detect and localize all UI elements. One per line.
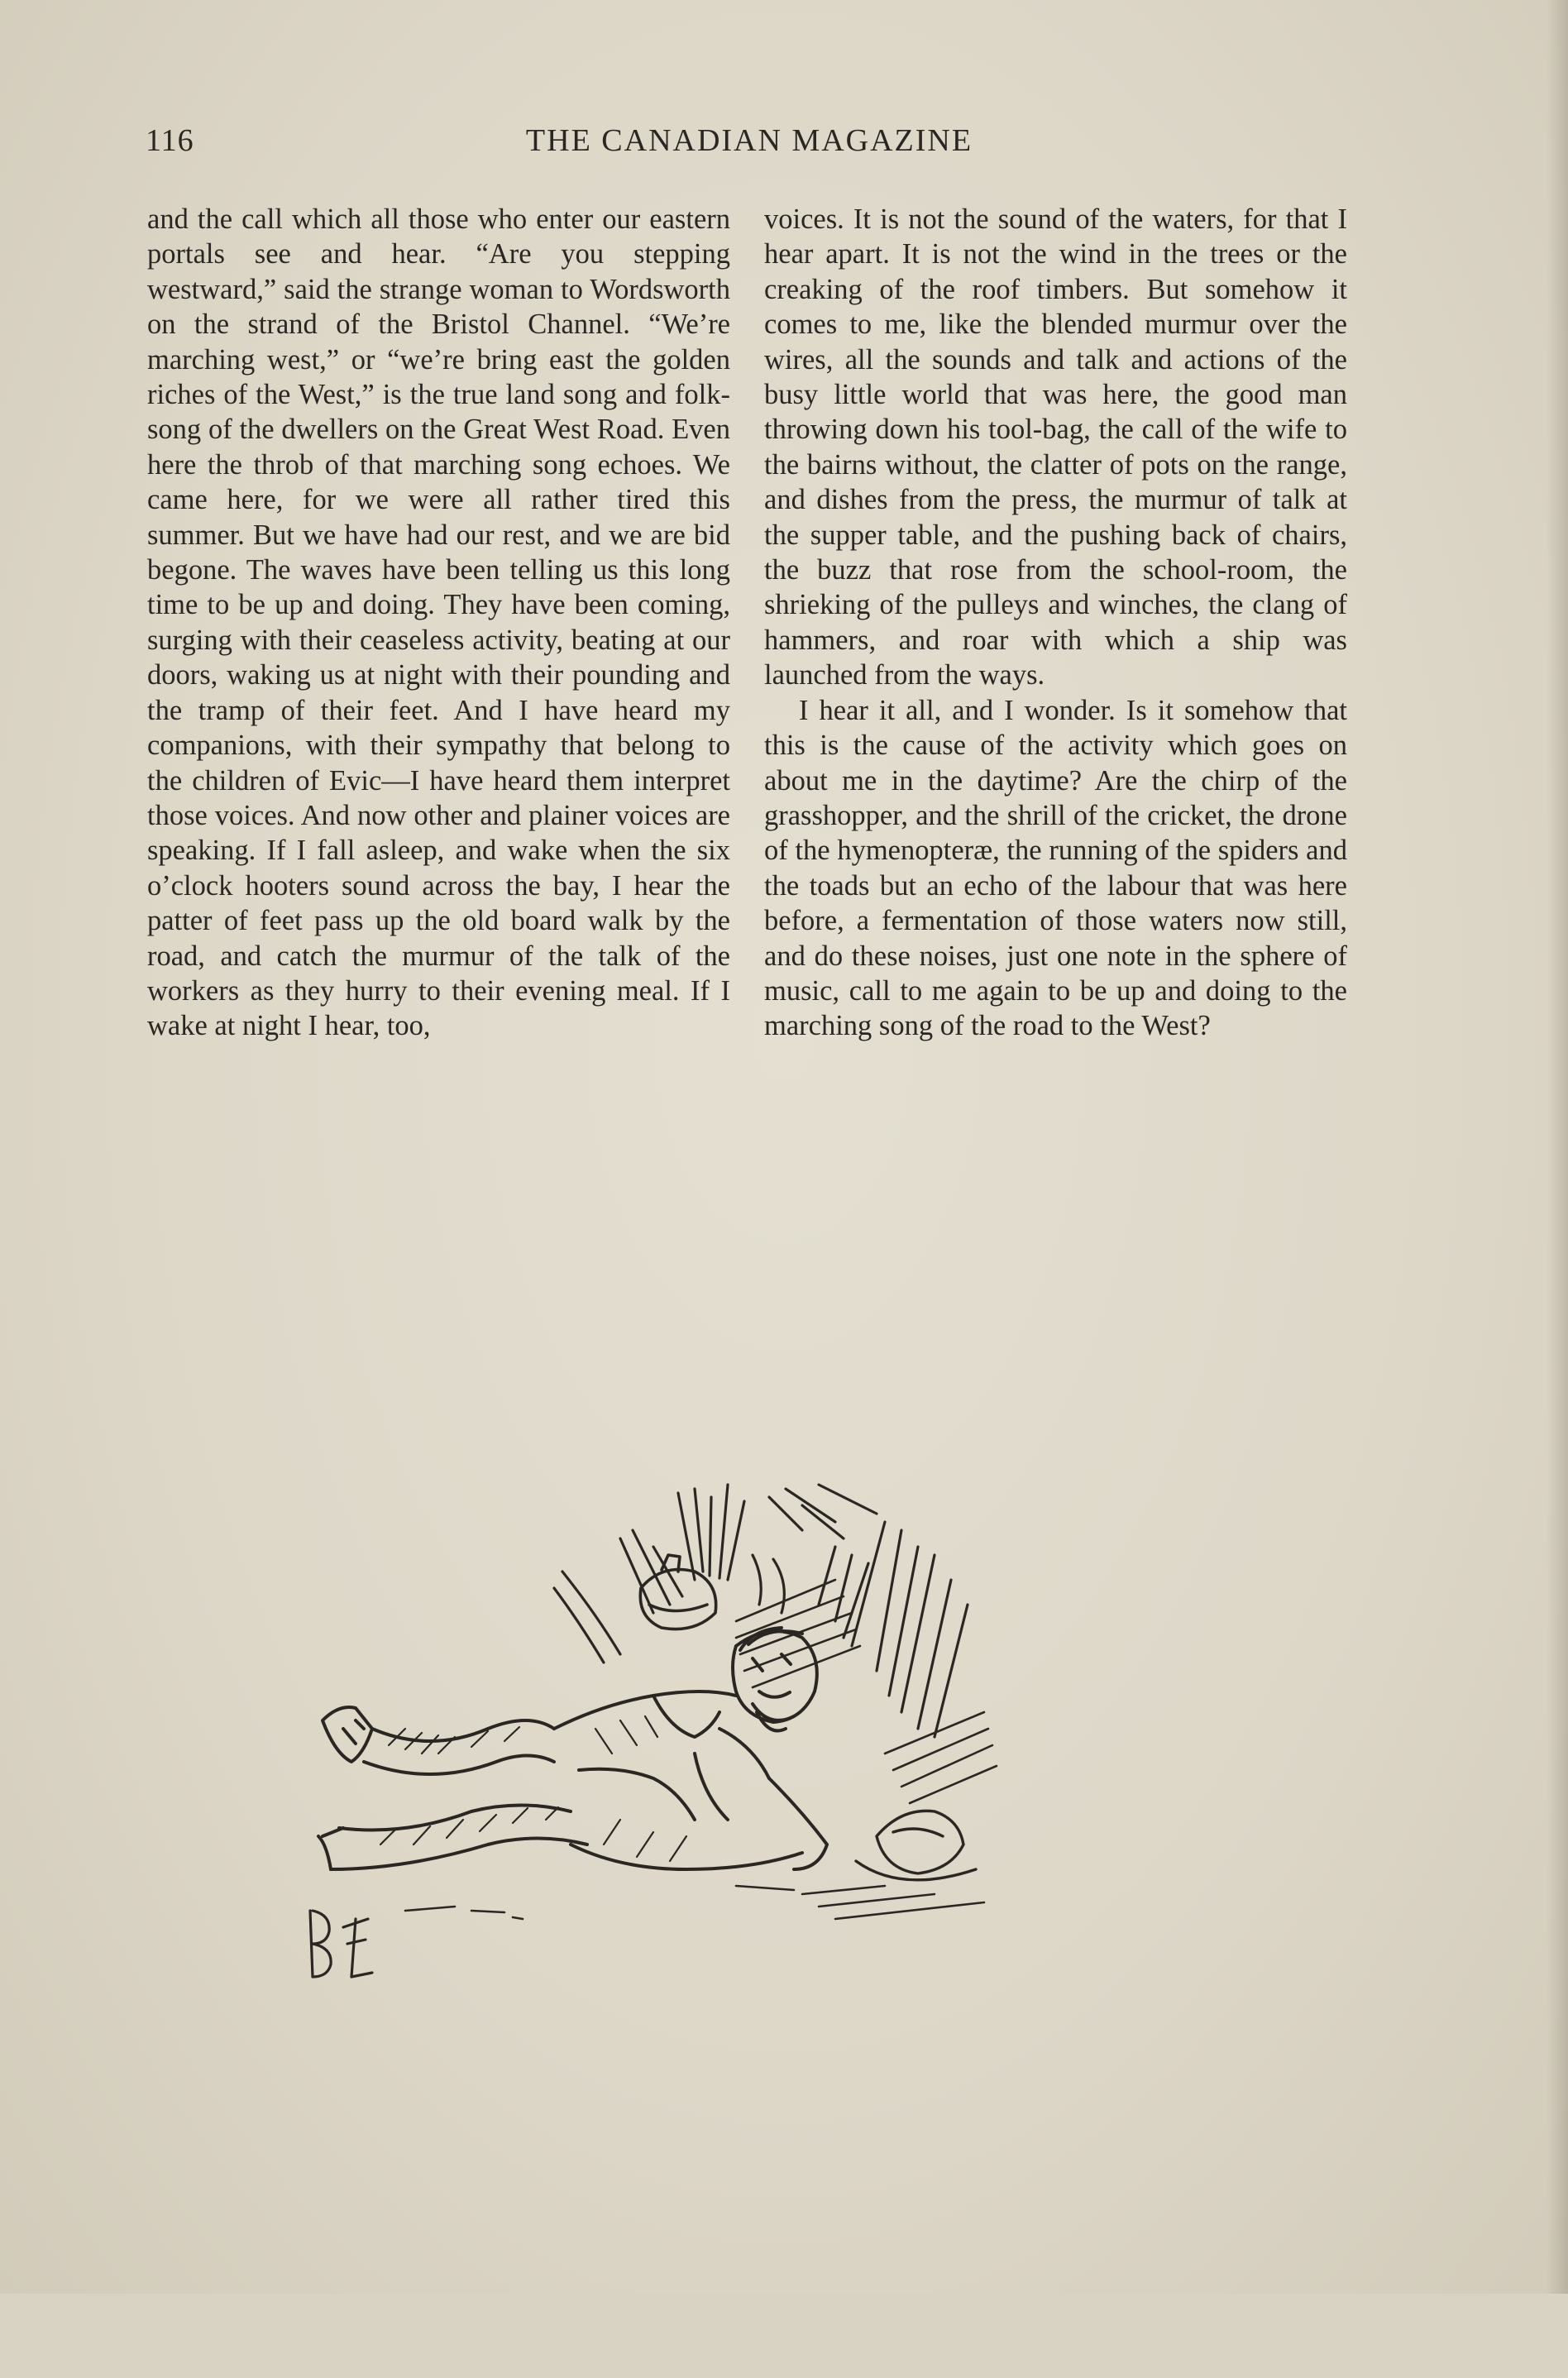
paragraph: voices. It is not the sound of the waters, for that I hear apart. It is not the wind in the trees or the creaking of the roof timbers. But somehow it comes to me, like the blended murmur over the wires, all the sounds and talk and actions of the busy little world that was here, the good man throwing down his tool-bag, the call of the wife to the bairns without, the clatter of pots on the range, and dishes from the press, the murmur of talk at the supper table, and the pushing back of chairs, the buzz that rose from the school-room, the shrieking of the pulleys and winches, the clang of hammers, and roar with which a ship was launched from the ways.	[764, 203, 1347, 691]
ground-lines	[405, 1886, 984, 1919]
text-column-left	[147, 202, 730, 1044]
page-number: 116	[146, 123, 194, 158]
text-column-right	[764, 202, 1347, 1044]
sketch-drawing	[306, 1481, 1141, 2374]
page-edge-shadow	[1546, 0, 1568, 2294]
paragraph: and the call which all those who enter our eastern portals see and hear. “Are you stepping westward,” said the strange woman to Wordsworth on the strand of the Bristol Channel. “We’re marching west,” or “we’re bring east the golden riches of the West,” is the true land song and folk-song of the dwellers on the Great West Road. Even here the throb of that marching song echoes. We came here, for we were all rather tired this summer. But we have had our rest, and we are bid begone. The waves have been telling us this long time to be up and doing. They have been coming, surging with their ceaseless activity, beating at our doors, waking us at night with their pounding and the tramp of their feet. And I have heard my companions, with their sympathy that belong to the children of Evic—I have heard them interpret those voices. And now other and plainer voices are speaking. If I fall asleep, and wake when the six o’clock hooters sound across the bay, I hear the patter of feet pass up the old board walk by the road, and catch the murmur of the talk of the workers as they hurry to their evening meal. If I wake at night I hear, too,	[147, 203, 730, 1042]
hat-on-ground	[856, 1811, 976, 1879]
rock-shading	[736, 1580, 997, 1803]
page-header	[146, 122, 1353, 165]
reclining-figure	[318, 1628, 827, 1869]
paragraph: I hear it all, and I wonder. Is it somehow that this is the cause of the activity which goes on about me in the daytime? Are the chirp of the grasshopper, and the shrill of the cricket, the drone of the hymenopteræ, the running of the spiders and the toads but an echo of the labour that was here before, a fermentation of those waters now still, and do these noises, just one note in the sphere of music, call to me again to be up and doing to the marching song of the road to the West?	[764, 694, 1347, 1042]
illustration-sleeping-man	[306, 1481, 1141, 2374]
artist-signature	[310, 1911, 372, 1977]
running-head: THE CANADIAN MAGAZINE	[525, 123, 973, 158]
